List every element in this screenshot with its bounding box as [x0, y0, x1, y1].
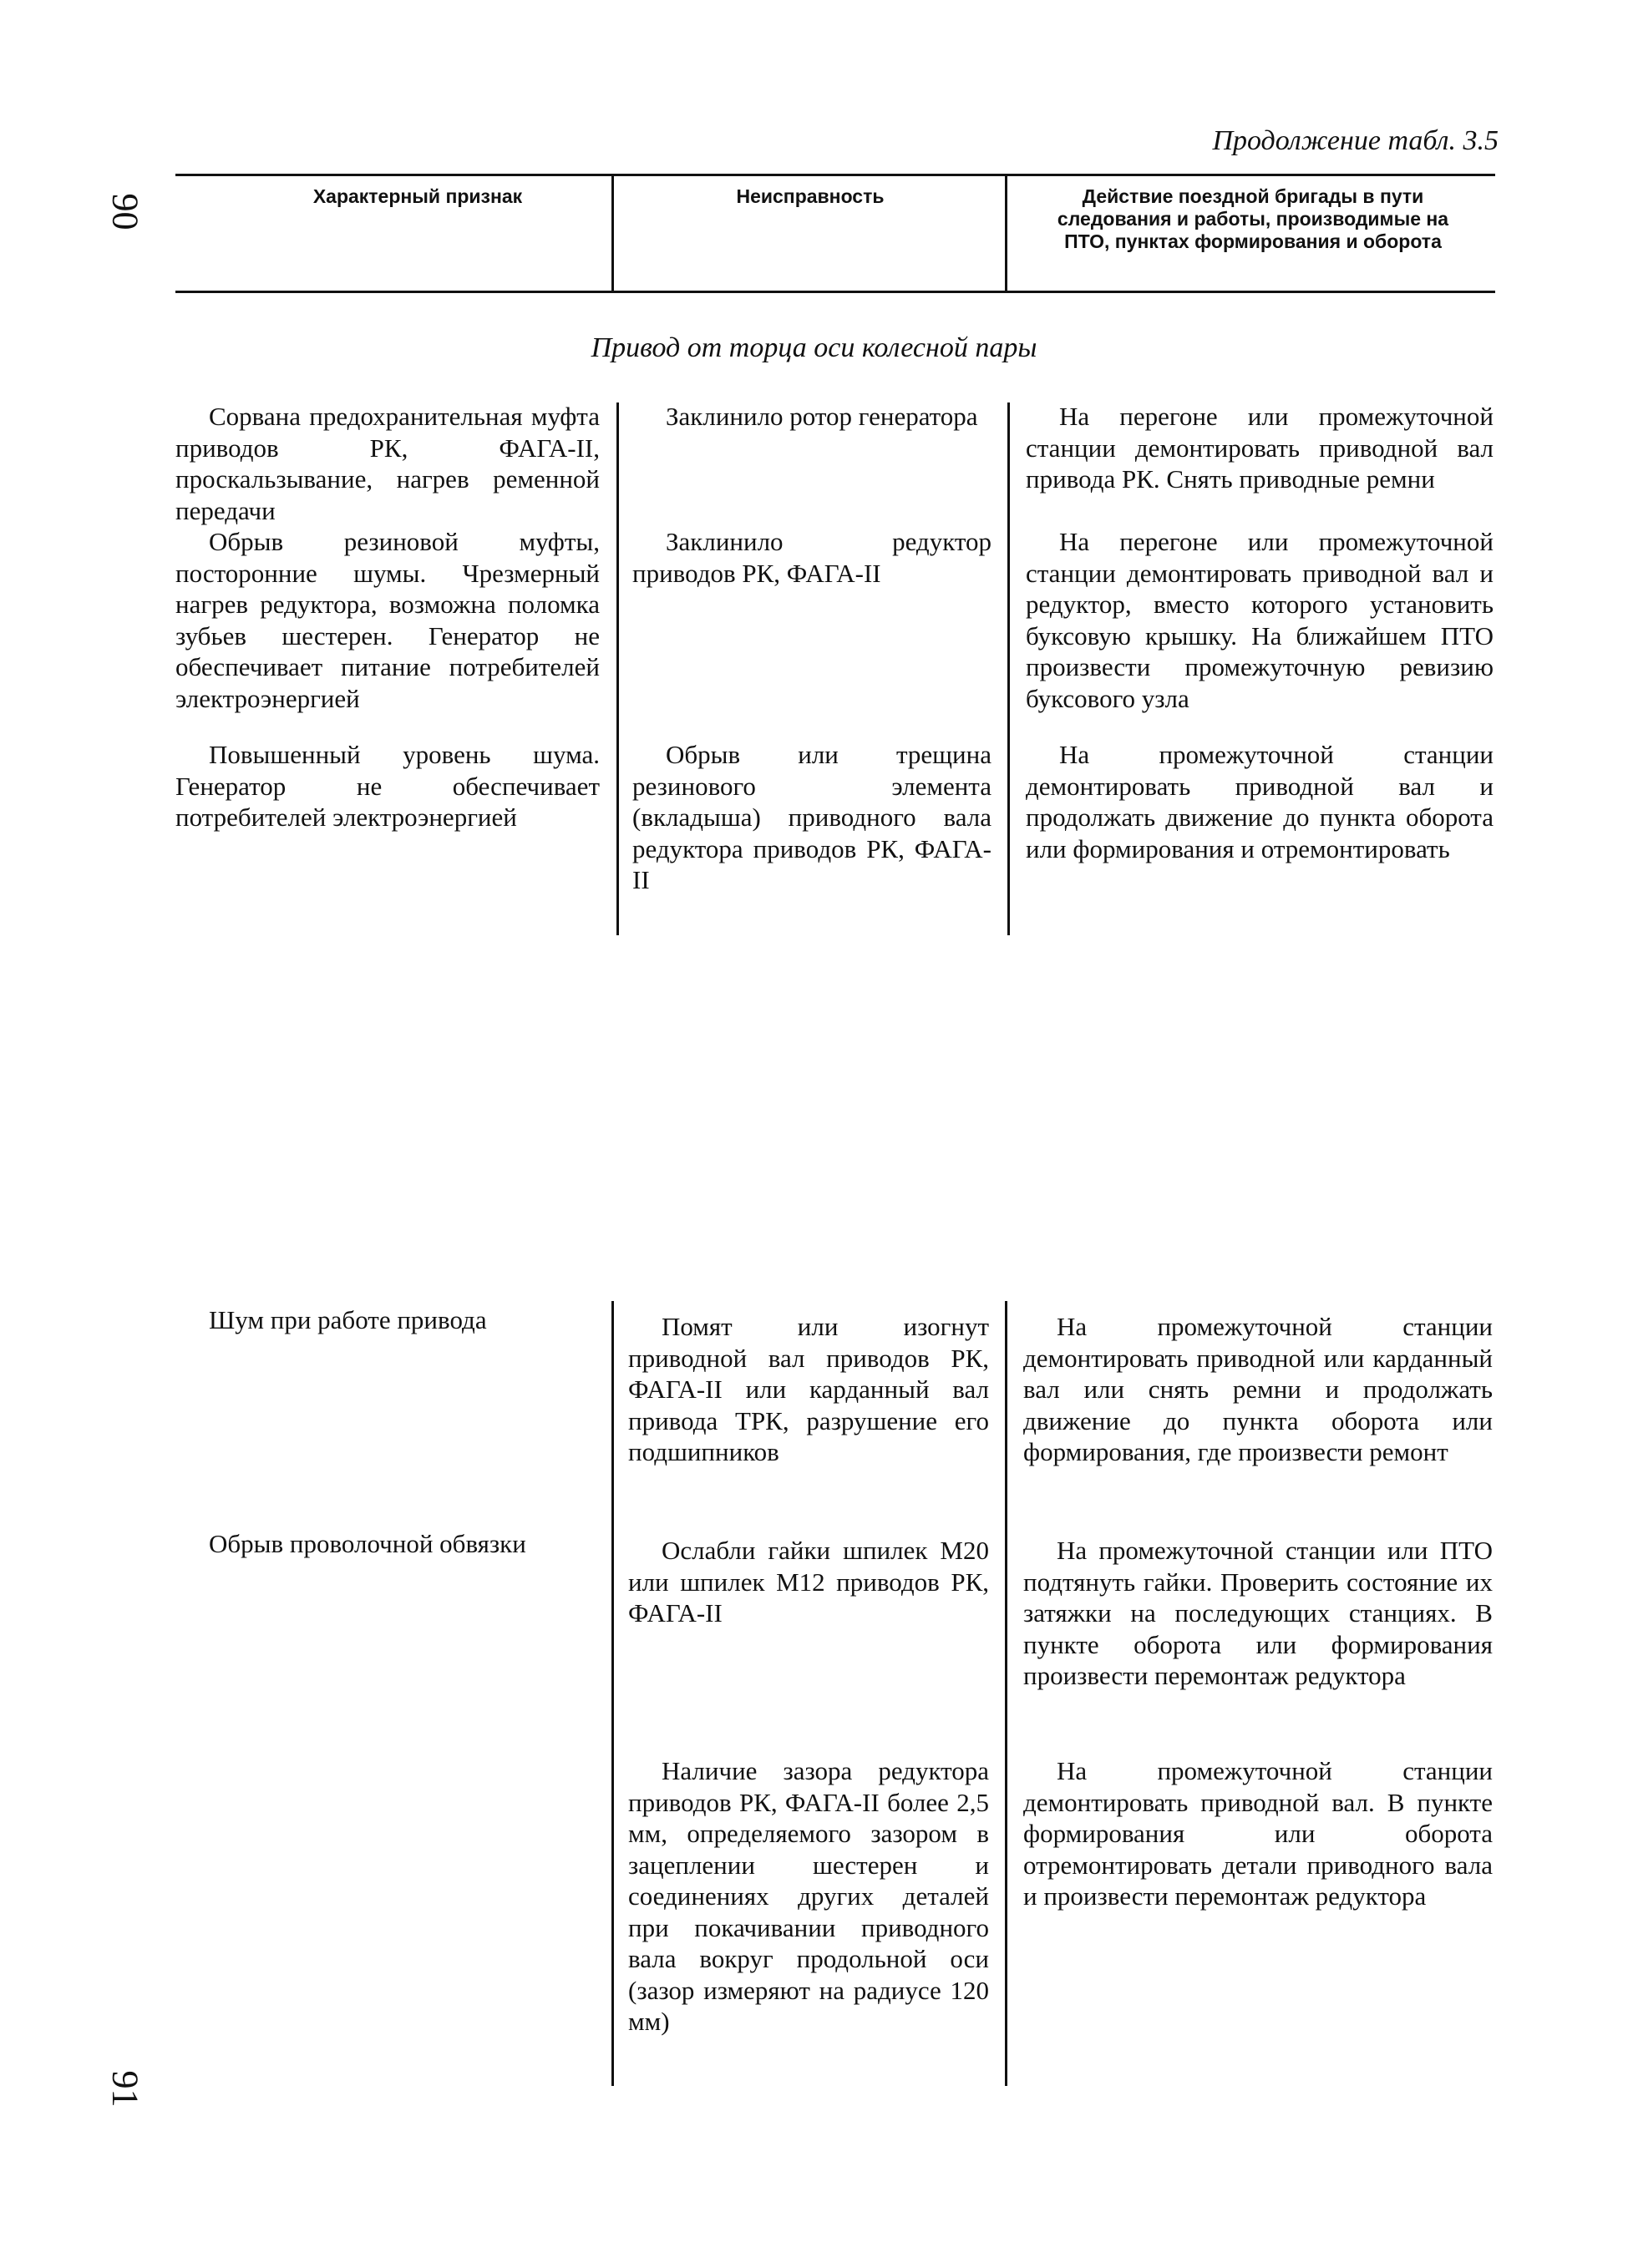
group1-divider-1 — [616, 402, 619, 935]
group2-col1-row2-text: Обрыв проволочной обвязки — [209, 1529, 526, 1558]
group2-col3-row2 — [1023, 1535, 1493, 1692]
group1-col2-row1-text: Заклинило ротор генератора — [666, 402, 978, 431]
group2-col1-row2 — [175, 1528, 600, 1560]
group2-col3-row1-text: На промежуточной станции демонтировать приводной или карданный вал или снять ремни и продолжать движение до пункта оборота или формирования, где произвести ремонт — [1023, 1312, 1493, 1466]
group1-col2-row2 — [632, 526, 992, 589]
group1-col1-row2-text: Обрыв резиновой муфты, посторонние шумы. Чрезмерный нагрев редуктора, возможна поломка зубьев шестерен. Генератор не обеспечивает питание потребителей электроэнергией — [175, 527, 600, 713]
group2-col3-row3 — [1023, 1755, 1493, 1912]
group1-col1-row2 — [175, 526, 600, 714]
header-divider-1 — [611, 174, 614, 293]
group1-col3-row3-text: На промежуточной станции демонтировать приводной вал и продолжать движение до пункта оборота или формирования и отремонтировать — [1026, 740, 1494, 863]
group2-col3-row3-text: На промежуточной станции демонтировать приводной вал. В пункте формирования или оборота отремонтировать детали приводного вала и произвести перемонтаж редуктора — [1023, 1756, 1493, 1911]
group1-col3-row2-text: На перегоне или промежуточной станции демонтировать приводной вал и редуктор, вместо которого установить буксовую крышку. На ближайшем ПТО произвести промежуточную ревизию буксового узла — [1026, 527, 1494, 713]
group1-col1-row3-text: Повышенный уровень шума. Генератор не обеспечивает потребителей электроэнергией — [175, 740, 600, 832]
group1-col3-row3 — [1026, 739, 1494, 864]
page-number-bottom: 91 — [104, 2070, 146, 2108]
group1-col2-row3-text: Обрыв или трещина резинового элемента (вкладыша) приводного вала редуктора приводов РК, ФАГА-II — [632, 740, 992, 894]
header-top-rule — [175, 174, 1495, 176]
group2-col2-row2 — [628, 1535, 989, 1629]
group1-col3-row1-text: На перегоне или промежуточной станции демонтировать приводной вал привода РК. Снять приводные ремни — [1026, 402, 1494, 494]
group1-col2-row3 — [632, 739, 992, 896]
group2-col2-row3-text: Наличие зазора редуктора приводов РК, ФАГА-II более 2,5 мм, определяемого зазором в зацеплении шестерен и соединениях других деталей при покачивании приводного вала вокруг продольной оси (зазор измеряют на радиусе 120 мм) — [628, 1756, 989, 2036]
group2-col2-row1-text: Помят или изогнут приводной вал приводов РК, ФАГА-II или карданный вал привода ТРК, разрушение его подшипников — [628, 1312, 989, 1466]
header-characteristic: Характерный признак — [312, 185, 523, 207]
group2-col3-row2-text: На промежуточной станции или ПТО подтянуть гайки. Проверить состояние их затяжки на последующих станциях. В пункте оборота или формирования произвести перемонтаж редуктора — [1023, 1536, 1493, 1690]
page-number-top: 90 — [104, 193, 146, 230]
header-bottom-rule — [175, 291, 1495, 293]
group2-col3-row1 — [1023, 1311, 1493, 1468]
group1-col1-row1 — [175, 401, 600, 526]
group1-col2-row1 — [632, 401, 992, 433]
group1-col3-row2 — [1026, 526, 1494, 714]
group2-col2-row1 — [628, 1311, 989, 1468]
group2-divider-1 — [611, 1301, 614, 2086]
group2-col1-row1-text: Шум при работе привода — [209, 1305, 487, 1334]
group1-col1-row1-text: Сорвана предохранительная муфта приводов РК, ФАГА-II, проскальзывание, нагрев ременной передачи — [175, 402, 600, 525]
header-actions: Действие поездной бригады в пути следования и работы, производимые на ПТО, пунктах формирования и оборота — [1057, 185, 1449, 252]
group1-col2-row2-text: Заклинило редуктор приводов РК, ФАГА-II — [632, 527, 992, 588]
table-continuation-label: Продолжение табл. 3.5 — [1212, 125, 1499, 156]
group2-col2-row3 — [628, 1755, 989, 2038]
group1-divider-2 — [1007, 402, 1010, 935]
group2-col1-row1 — [175, 1304, 600, 1336]
group1-col3-row1 — [1026, 401, 1494, 495]
group2-col2-row2-text: Ослабли гайки шпилек М20 или шпилек М12 приводов РК, ФАГА-II — [628, 1536, 989, 1628]
section-title: Привод от торца оси колесной пары — [591, 332, 1037, 363]
group2-divider-2 — [1005, 1301, 1007, 2086]
header-malfunction: Неисправность — [736, 185, 885, 207]
group1-col1-row3 — [175, 739, 600, 833]
header-divider-2 — [1005, 174, 1007, 293]
